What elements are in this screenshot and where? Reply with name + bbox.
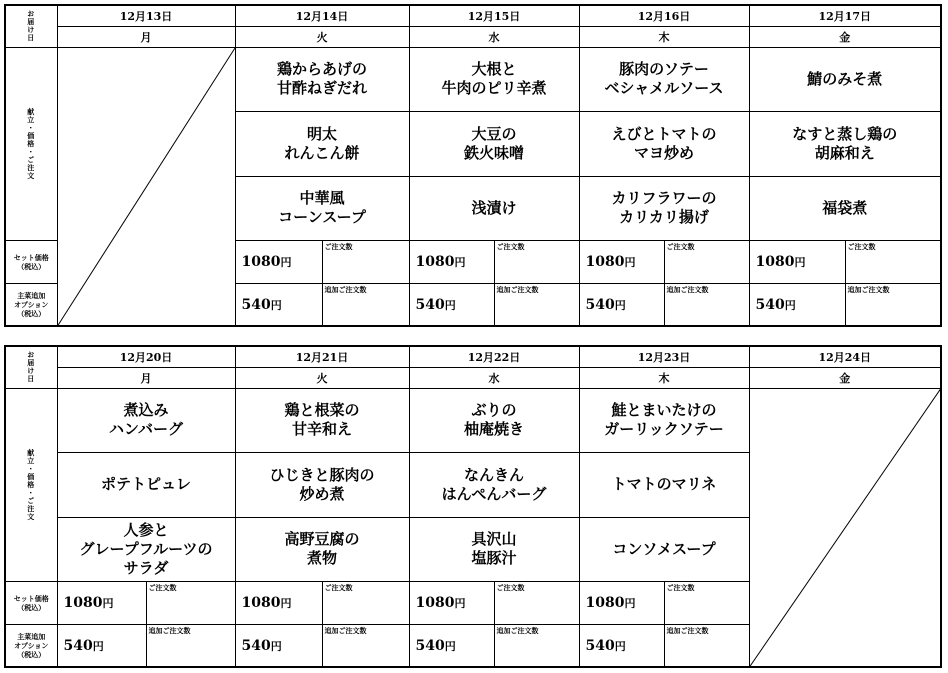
- date-cell: 12月22日: [409, 346, 579, 367]
- set-price: 1080円: [409, 581, 494, 624]
- order-qty-label: ご注文数: [666, 241, 695, 251]
- diagonal-strike: [750, 389, 941, 666]
- extra-order-qty-label: 追加ご注文数: [666, 626, 709, 636]
- extra-order-qty-box[interactable]: [494, 284, 579, 326]
- no-delivery-cell: [749, 388, 941, 667]
- menu-item: 鯖のみそ煮: [749, 47, 941, 111]
- weekday-cell: 木: [579, 26, 749, 47]
- extra-order-qty-label: 追加ご注文数: [324, 626, 367, 636]
- option-price: 540円: [57, 625, 146, 667]
- menu-item: えびとトマトの マヨ炒め: [579, 112, 749, 176]
- delivery-date-text: お届け日: [26, 10, 36, 43]
- menu-item: ひじきと豚肉の 炒め煮: [235, 453, 409, 517]
- option-label-text: 主菜追加 オプション （税込）: [14, 291, 49, 319]
- extra-order-qty-box[interactable]: [322, 284, 409, 326]
- week-table-2: [4, 345, 942, 668]
- extra-order-qty-box[interactable]: [664, 625, 749, 667]
- menu-item: コンソメスープ: [579, 517, 749, 581]
- option-price: 540円: [749, 284, 845, 326]
- order-qty-box[interactable]: [146, 581, 235, 624]
- extra-order-qty-box[interactable]: [845, 284, 941, 326]
- week-table-1: [4, 4, 942, 327]
- menu-item: 大豆の 鉄火味噌: [409, 112, 579, 176]
- option-price: 540円: [409, 284, 494, 326]
- set-price: 1080円: [57, 581, 146, 624]
- order-qty-label: ご注文数: [148, 582, 177, 592]
- extra-order-qty-box[interactable]: [664, 284, 749, 326]
- menu-item: 鶏からあげの 甘酢ねぎだれ: [235, 47, 409, 111]
- menu-item: トマトのマリネ: [579, 453, 749, 517]
- order-qty-box[interactable]: [664, 581, 749, 624]
- weekday-cell: 金: [749, 367, 941, 388]
- weekday-cell: 火: [235, 367, 409, 388]
- menu-item: カリフラワーの カリカリ揚げ: [579, 176, 749, 240]
- set-price-label-text: セット価格 （税込）: [13, 594, 49, 613]
- date-cell: 12月20日: [57, 346, 235, 367]
- menu-label-text: 献立・価格・ご注文: [26, 448, 36, 521]
- weekday-cell: 水: [409, 26, 579, 47]
- delivery-date-label: [5, 346, 57, 388]
- order-qty-label: ご注文数: [496, 241, 525, 251]
- option-price-label: [5, 284, 57, 326]
- weekday-cell: 火: [235, 26, 409, 47]
- no-delivery-cell: [57, 47, 235, 326]
- extra-order-qty-label: 追加ご注文数: [666, 285, 709, 295]
- menu-item: なんきん はんぺんバーグ: [409, 453, 579, 517]
- option-label-text: 主菜追加 オプション （税込）: [14, 632, 49, 660]
- menu-item: 中華風 コーンスープ: [235, 176, 409, 240]
- extra-order-qty-label: 追加ご注文数: [847, 285, 890, 295]
- extra-order-qty-box[interactable]: [494, 625, 579, 667]
- option-price-label: [5, 625, 57, 667]
- order-qty-box[interactable]: [494, 581, 579, 624]
- diagonal-strike: [58, 48, 235, 325]
- date-cell: 12月24日: [749, 346, 941, 367]
- date-cell: 12月23日: [579, 346, 749, 367]
- weekday-cell: 月: [57, 26, 235, 47]
- extra-order-qty-label: 追加ご注文数: [496, 285, 539, 295]
- set-price: 1080円: [579, 581, 664, 624]
- set-price: 1080円: [579, 240, 664, 283]
- set-price: 1080円: [749, 240, 845, 283]
- date-cell: 12月15日: [409, 5, 579, 26]
- option-price: 540円: [235, 284, 322, 326]
- date-cell: 12月16日: [579, 5, 749, 26]
- extra-order-qty-label: 追加ご注文数: [324, 285, 367, 295]
- order-qty-box[interactable]: [322, 581, 409, 624]
- set-price-label: [5, 240, 57, 283]
- menu-price-order-label: [5, 388, 57, 581]
- menu-item: なすと蒸し鶏の 胡麻和え: [749, 112, 941, 176]
- option-price: 540円: [235, 625, 322, 667]
- delivery-date-text: お届け日: [26, 351, 36, 384]
- menu-item: 明太 れんこん餅: [235, 112, 409, 176]
- order-qty-label: ご注文数: [666, 582, 695, 592]
- menu-item: 高野豆腐の 煮物: [235, 517, 409, 581]
- set-price: 1080円: [409, 240, 494, 283]
- menu-item: 鶏と根菜の 甘辛和え: [235, 388, 409, 452]
- date-cell: 12月13日: [57, 5, 235, 26]
- weekday-cell: 木: [579, 367, 749, 388]
- order-qty-label: ご注文数: [847, 241, 876, 251]
- menu-item: 大根と 牛肉のピリ辛煮: [409, 47, 579, 111]
- menu-label-text: 献立・価格・ご注文: [26, 107, 36, 180]
- order-qty-label: ご注文数: [324, 241, 353, 251]
- order-qty-box[interactable]: [845, 240, 941, 283]
- menu-item: ぶりの 柚庵焼き: [409, 388, 579, 452]
- menu-item: 鮭とまいたけの ガーリックソテー: [579, 388, 749, 452]
- extra-order-qty-box[interactable]: [146, 625, 235, 667]
- extra-order-qty-box[interactable]: [322, 625, 409, 667]
- date-cell: 12月17日: [749, 5, 941, 26]
- option-price: 540円: [579, 284, 664, 326]
- set-price-label-text: セット価格 （税込）: [13, 253, 49, 272]
- menu-item: 煮込み ハンバーグ: [57, 388, 235, 452]
- set-price: 1080円: [235, 240, 322, 283]
- date-cell: 12月21日: [235, 346, 409, 367]
- order-qty-box[interactable]: [494, 240, 579, 283]
- set-price: 1080円: [235, 581, 322, 624]
- order-qty-box[interactable]: [322, 240, 409, 283]
- order-qty-label: ご注文数: [324, 582, 353, 592]
- extra-order-qty-label: 追加ご注文数: [148, 626, 191, 636]
- menu-item: ポテトピュレ: [57, 453, 235, 517]
- option-price: 540円: [579, 625, 664, 667]
- weekday-cell: 金: [749, 26, 941, 47]
- extra-order-qty-label: 追加ご注文数: [496, 626, 539, 636]
- menu-item: 具沢山 塩豚汁: [409, 517, 579, 581]
- weekday-cell: 月: [57, 367, 235, 388]
- menu-item: 福袋煮: [749, 176, 941, 240]
- menu-price-order-label: [5, 47, 57, 240]
- menu-item: 人参と グレープフルーツの サラダ: [57, 517, 235, 581]
- weekday-cell: 水: [409, 367, 579, 388]
- order-qty-label: ご注文数: [496, 582, 525, 592]
- date-cell: 12月14日: [235, 5, 409, 26]
- order-qty-box[interactable]: [664, 240, 749, 283]
- set-price-label: [5, 581, 57, 624]
- delivery-date-label: [5, 5, 57, 47]
- menu-item: 浅漬け: [409, 176, 579, 240]
- menu-item: 豚肉のソテー ベシャメルソース: [579, 47, 749, 111]
- option-price: 540円: [409, 625, 494, 667]
